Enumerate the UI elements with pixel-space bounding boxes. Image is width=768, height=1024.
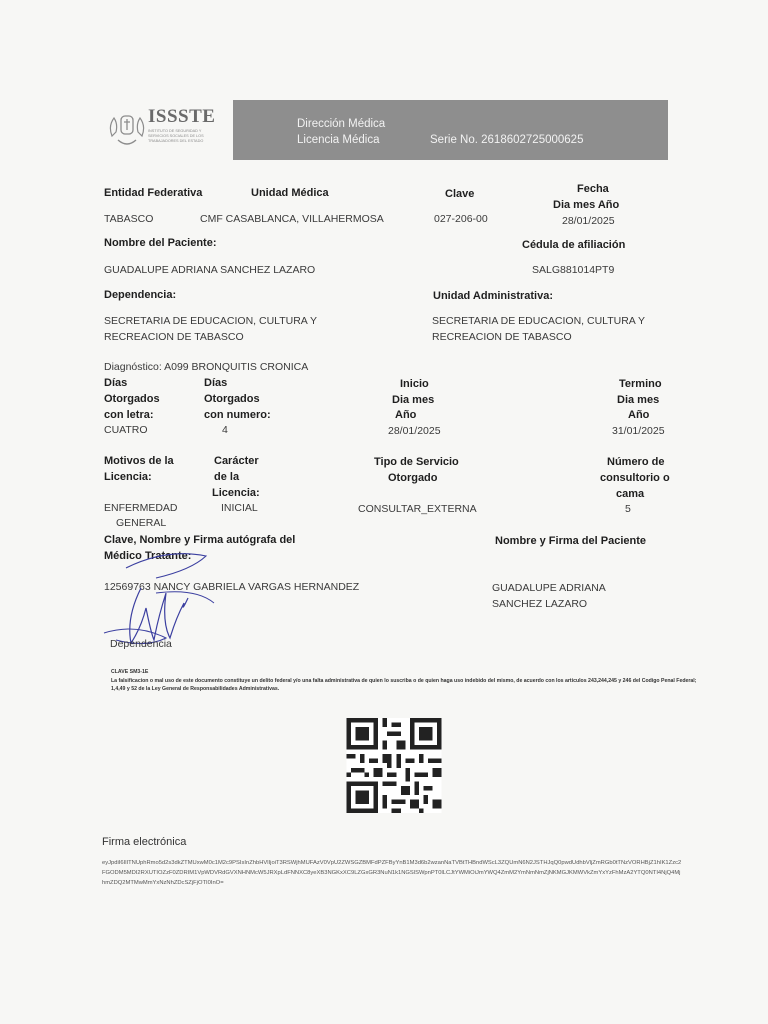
clave-label: Clave — [445, 188, 475, 200]
clave-value: 027-206-00 — [434, 213, 488, 225]
serie-number: Serie No. 2618602725000625 — [430, 134, 584, 146]
termino-value: 31/01/2025 — [612, 425, 665, 437]
medico-label-2: Médico Tratante: — [104, 550, 192, 562]
logo-subtitle: INSTITUTO DE SEGURIDAD Y SERVICIOS SOCIALES DE LOS TRABAJADORES DEL ESTADO — [148, 129, 204, 143]
motivo-value-line1: ENFERMEDAD — [104, 502, 178, 514]
consultorio-value: 5 — [625, 503, 631, 515]
caracter-value: INICIAL — [221, 502, 258, 514]
motivos-label-2: Licencia: — [104, 471, 152, 483]
termino-label-3: Año — [628, 409, 650, 421]
header-title-direccion: Dirección Médica — [297, 118, 386, 130]
cedula-value: SALG881014PT9 — [532, 264, 615, 276]
dias-num-label-2: Otorgados — [204, 393, 260, 405]
tipo-value: CONSULTAR_EXTERNA — [358, 503, 477, 515]
motivo-value-line2: GENERAL — [116, 517, 167, 529]
cedula-label: Cédula de afiliación — [522, 239, 626, 251]
medico-label-1: Clave, Nombre y Firma autógrafa del — [104, 534, 296, 546]
medico-value: 12569763 NANCY GABRIELA VARGAS HERNANDEZ — [104, 581, 360, 593]
consultorio-label-1: Número de — [607, 456, 665, 468]
dias-num-label-3: con numero: — [204, 409, 271, 421]
dias-num-label-1: Días — [204, 377, 228, 389]
dependencia-value-line1: SECRETARIA DE EDUCACION, CULTURA Y — [104, 315, 317, 327]
diagnostico: Diagnóstico: A099 BRONQUITIS CRONICA — [104, 361, 309, 373]
issste-emblem-icon — [104, 106, 150, 152]
dias-letra-value: CUATRO — [104, 424, 148, 436]
logo-text: ISSSTE — [148, 106, 216, 127]
dependencia-value-line2: RECREACION DE TABASCO — [104, 331, 244, 343]
firma-electronica-label: Firma electrónica — [102, 836, 187, 848]
dias-num-value: 4 — [222, 424, 228, 436]
dias-letra-label-1: Días — [104, 377, 128, 389]
entidad-label: Entidad Federativa — [104, 187, 203, 199]
firma-electronica-string: eyJpdiI6IlITNUphRmo5d2s3dkZTMUxwM0c1M2c9PSIsInZhbHVlIjoiT3RSWjhMUFAzV0VpU2ZWSGZBMFdPZFByYnB1M3d6b2wzanNaTVBtTHBndWScL3ZQUmN6N2JSTHJqQ0pwdUdhbVljZmRGb0tTNzVORHBjZ1hIK1Zzc2FGODM5MDI2RXUTIOZzF0ZDRIM1VpWDVRdGVXNHNMcW5JRXpLdFNNXC8yeXB3NGKxXC9LZGxGR3NuN1k1NGSlSWpnPT0lLCJtYWMiOiJmYWQ4ZmM2YmNmNmZjNKMGJKMWVkZmYxYzFhMzA2YTQ0NTI4NjQ4MjhmZDQ2MTMwMmYxNzNhZDcSZjFjOTI0InO= — [102, 860, 682, 886]
fecha-value: 28/01/2025 — [562, 215, 615, 227]
clave-sm: CLAVE SM3-1E — [111, 669, 149, 675]
nombre-paciente-value: GUADALUPE ADRIANA SANCHEZ LAZARO — [104, 264, 316, 276]
inicio-value: 28/01/2025 — [388, 425, 441, 437]
nombre-paciente-label: Nombre del Paciente: — [104, 237, 217, 249]
caracter-label-2: de la — [214, 471, 240, 483]
paciente-firma-line1: GUADALUPE ADRIANA — [492, 582, 606, 594]
unidad-admin-label: Unidad Administrativa: — [433, 290, 553, 302]
entidad-value: TABASCO — [104, 213, 154, 225]
tipo-label-1: Tipo de Servicio — [374, 456, 459, 468]
header-bar — [233, 100, 668, 160]
qr-code — [345, 718, 443, 813]
dependencia-label: Dependencia: — [104, 289, 177, 301]
firma-paciente-label: Nombre y Firma del Paciente — [495, 535, 646, 547]
dias-letra-label-2: Otorgados — [104, 393, 160, 405]
legal-notice: La falsificacion o mal uso de este documento constituye un delito federal y/o una falta administrativa de quien lo suscriba o de quien haga uso indebido del mismo, de acuerdo con los articulos 243,244,245 y 246 del Codigo Penal Federal; 1,4,49 y 52 de la Ley General de Responsabilidades Administrativas. — [111, 678, 697, 692]
dependencia-firma-label: Dependencia — [110, 638, 172, 650]
termino-label-2: Dia mes — [617, 394, 660, 406]
caracter-label-1: Carácter — [214, 455, 259, 467]
unidad-admin-value-line2: RECREACION DE TABASCO — [432, 331, 572, 343]
caracter-label-3: Licencia: — [212, 487, 260, 499]
inicio-label-2: Dia mes — [392, 394, 435, 406]
unidad-admin-value-line1: SECRETARIA DE EDUCACION, CULTURA Y — [432, 315, 645, 327]
header-title-licencia: Licencia Médica — [297, 134, 380, 146]
consultorio-label-2: consultorio o — [600, 472, 670, 484]
consultorio-label-3: cama — [616, 488, 645, 500]
fecha-sublabel: Dia mes Año — [553, 199, 620, 211]
motivos-label-1: Motivos de la — [104, 455, 174, 467]
fecha-label: Fecha — [577, 183, 609, 195]
termino-label-1: Termino — [619, 378, 662, 390]
inicio-label-3: Año — [395, 409, 417, 421]
tipo-label-2: Otorgado — [388, 472, 438, 484]
inicio-label-1: Inicio — [400, 378, 429, 390]
paciente-firma-line2: SANCHEZ LAZARO — [492, 598, 588, 610]
unidad-value: CMF CASABLANCA, VILLAHERMOSA — [200, 213, 384, 225]
unidad-label: Unidad Médica — [251, 187, 329, 199]
dias-letra-label-3: con letra: — [104, 409, 154, 421]
